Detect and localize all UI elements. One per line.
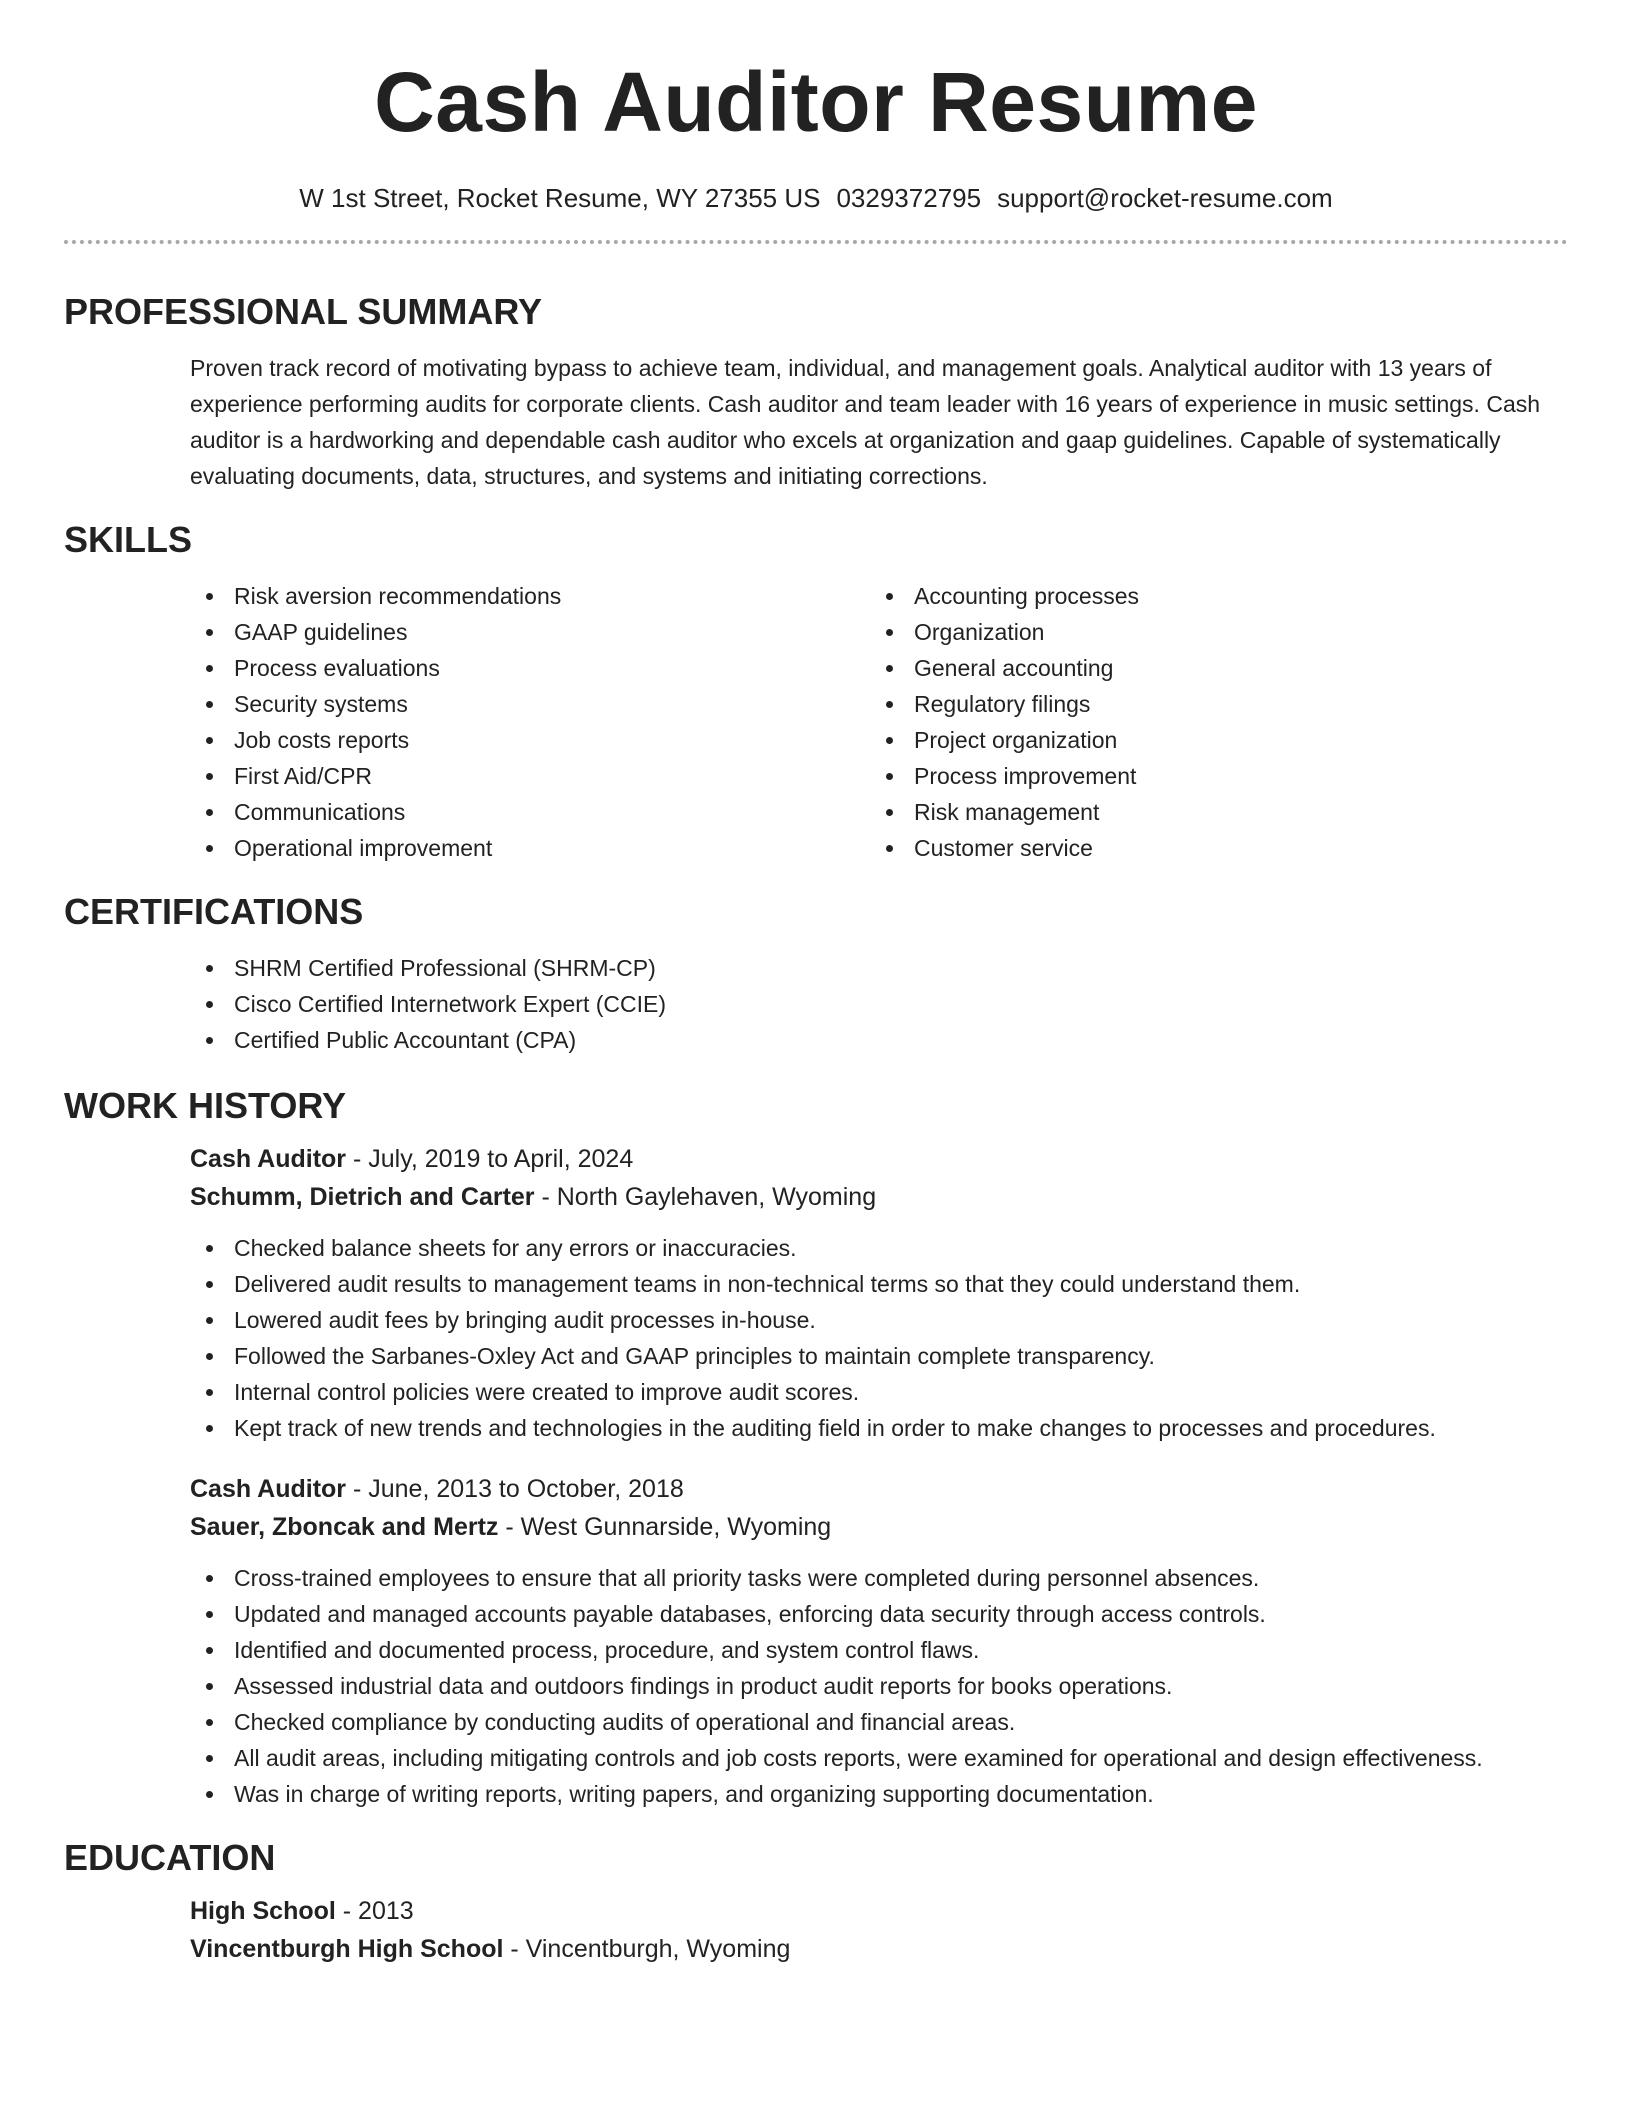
job-company: Sauer, Zboncak and Mertz	[190, 1513, 499, 1541]
skill-item: GAAP guidelines	[190, 614, 870, 650]
certifications-heading: CERTIFICATIONS	[64, 891, 364, 932]
job-duties	[190, 1230, 1568, 1446]
duty-item: Delivered audit results to management teams in non-technical terms so that they could understand them.	[190, 1266, 1568, 1302]
duty-item: Updated and managed accounts payable databases, enforcing data security through access controls.	[190, 1596, 1568, 1632]
job-location: - West Gunnarside, Wyoming	[498, 1513, 832, 1541]
contact-phone: 0329372795	[836, 183, 982, 213]
job-location: - North Gaylehaven, Wyoming	[534, 1183, 877, 1211]
summary-text: Proven track record of motivating bypass to achieve team, individual, and management goals. Analytical auditor with 13 years of experience performing audits for corporate clients. Cash auditor and team leader with 16 years of experience in music settings. Cash auditor is a hardworking and dependable cash auditor who excels at organization and gaap guidelines. Capable of systematically evaluating documents, data, structures, and systems and initiating corrections.	[190, 355, 1541, 489]
education-school-line	[190, 1930, 1568, 1968]
duty-item: Was in charge of writing reports, writing papers, and organizing supporting documentation.	[190, 1776, 1568, 1812]
job-duties	[190, 1560, 1568, 1812]
duty-item: All audit areas, including mitigating controls and job costs reports, were examined for operational and design effectiveness.	[190, 1740, 1568, 1776]
duty-item: Followed the Sarbanes-Oxley Act and GAAP principles to maintain complete transparency.	[190, 1338, 1568, 1374]
education-year: - 2013	[335, 1897, 414, 1925]
skills-heading: SKILLS	[64, 519, 193, 560]
education-degree: High School	[190, 1897, 336, 1925]
duty-item: Cross-trained employees to ensure that all priority tasks were completed during personnel absences.	[190, 1560, 1568, 1596]
skill-item: Job costs reports	[190, 722, 870, 758]
work-history-heading: WORK HISTORY	[64, 1085, 347, 1126]
contact-email: support@rocket-resume.com	[997, 183, 1333, 213]
duty-item: Checked compliance by conducting audits of operational and financial areas.	[190, 1704, 1568, 1740]
duty-item: Checked balance sheets for any errors or inaccuracies.	[190, 1230, 1568, 1266]
job-company: Schumm, Dietrich and Carter	[190, 1183, 535, 1211]
certifications-section	[190, 950, 1568, 1058]
resume-page	[64, 0, 1568, 1968]
duty-item: Assessed industrial data and outdoors findings in product audit reports for books operations.	[190, 1668, 1568, 1704]
education-entry	[190, 1892, 1568, 1968]
duty-item: Kept track of new trends and technologies in the auditing field in order to make changes to processes and procedures.	[190, 1410, 1568, 1446]
skill-item: General accounting	[870, 650, 1550, 686]
certifications-list	[190, 950, 1568, 1058]
skill-item: Regulatory filings	[870, 686, 1550, 722]
certification-item: Cisco Certified Internetwork Expert (CCIE)	[190, 986, 1568, 1022]
education-degree-line	[190, 1892, 1568, 1930]
skill-item: Security systems	[190, 686, 870, 722]
contact-address: W 1st Street, Rocket Resume, WY 27355 US	[299, 183, 821, 213]
skill-item: Project organization	[870, 722, 1550, 758]
education-heading: EDUCATION	[64, 1837, 276, 1878]
duty-item: Identified and documented process, procedure, and system control flaws.	[190, 1632, 1568, 1668]
skill-item: Organization	[870, 614, 1550, 650]
skill-item: First Aid/CPR	[190, 758, 870, 794]
skill-item: Operational improvement	[190, 830, 870, 866]
skill-item: Process evaluations	[190, 650, 870, 686]
job-title-line	[190, 1470, 1568, 1508]
job-company-line	[190, 1178, 1568, 1216]
job-title: Cash Auditor	[190, 1475, 347, 1503]
page-title: Cash Auditor Resume	[374, 55, 1258, 149]
certification-item: Certified Public Accountant (CPA)	[190, 1022, 1568, 1058]
skill-item: Risk aversion recommendations	[190, 578, 870, 614]
duty-item: Lowered audit fees by bringing audit processes in-house.	[190, 1302, 1568, 1338]
skill-item: Accounting processes	[870, 578, 1550, 614]
duty-item: Internal control policies were created to improve audit scores.	[190, 1374, 1568, 1410]
skill-item: Process improvement	[870, 758, 1550, 794]
job-entry	[190, 1470, 1568, 1812]
skills-column-right	[870, 578, 1550, 866]
education-location: - Vincentburgh, Wyoming	[503, 1935, 791, 1963]
skills-list	[190, 578, 1568, 866]
skill-item: Communications	[190, 794, 870, 830]
job-entry	[190, 1140, 1568, 1446]
summary-section	[190, 350, 1568, 494]
certification-item: SHRM Certified Professional (SHRM-CP)	[190, 950, 1568, 986]
education-school: Vincentburgh High School	[190, 1935, 504, 1963]
job-dates: - July, 2019 to April, 2024	[346, 1145, 634, 1173]
header-divider	[64, 240, 1568, 244]
job-title: Cash Auditor	[190, 1145, 347, 1173]
summary-heading: PROFESSIONAL SUMMARY	[64, 291, 543, 332]
job-title-line	[190, 1140, 1568, 1178]
skill-item: Customer service	[870, 830, 1550, 866]
job-company-line	[190, 1508, 1568, 1546]
contact-line	[64, 180, 1568, 216]
skills-column-left	[190, 578, 870, 866]
job-dates: - June, 2013 to October, 2018	[346, 1475, 684, 1503]
skill-item: Risk management	[870, 794, 1550, 830]
